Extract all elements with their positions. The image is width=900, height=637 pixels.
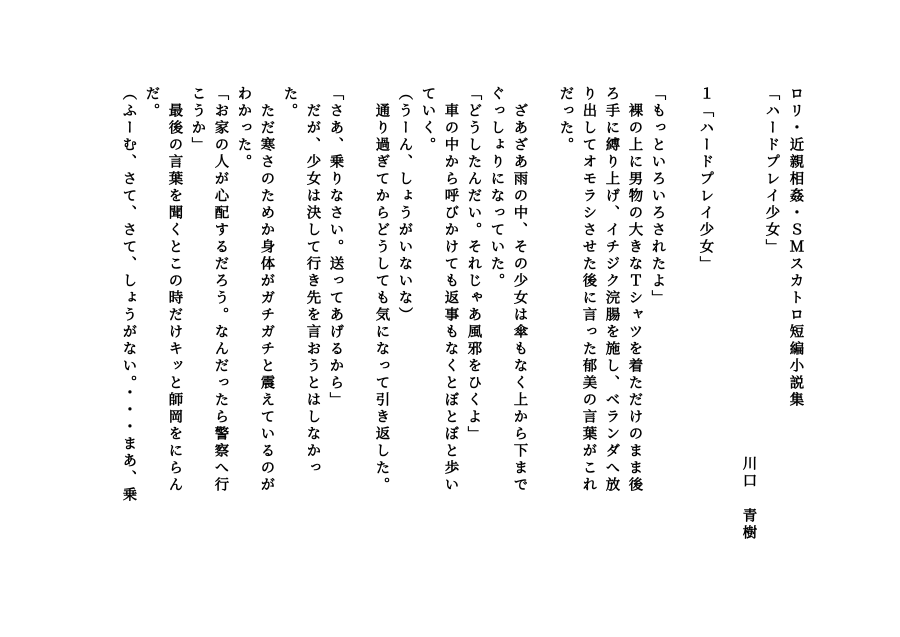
body-line: ただ寒さのためか身体がガチガチと震えているのが <box>258 86 276 494</box>
body-line: 通り過ぎてからどうしても気になって引き返した。 <box>373 86 391 494</box>
body-line: だった。 <box>557 86 575 154</box>
story-title: 「ハードプレイ少女」 <box>763 86 781 256</box>
body-line: 「お家の人が心配するだろう。なんだったら警察へ行 <box>212 86 230 494</box>
chapter-heading: １「ハードプレイ少女」 <box>697 86 715 273</box>
body-line: り出してオモラシさせた後に言った郁美の言葉がこれ <box>580 86 598 494</box>
author-given-name: 青樹 <box>740 508 758 542</box>
body-line: だが、少女は決して行き先を言おうとはしなかっ <box>304 86 322 477</box>
body-line: わかった。 <box>235 86 253 171</box>
body-line: （ふーむ、さて、さて、しょうがない。・・・まあ、乗 <box>120 86 138 504</box>
body-line: 「さあ、乗りなさい。送ってあげるから」 <box>327 86 345 409</box>
body-line: だ。 <box>143 86 161 120</box>
body-line: 「どうしたんだい。それじゃあ風邪をひくよ」 <box>465 86 483 443</box>
body-line: 「もっといろいろされたよ」 <box>649 86 667 307</box>
body-line: た。 <box>281 86 299 120</box>
body-line: 車の中から呼びかけても返事もなくとぼとぼと歩い <box>442 86 460 494</box>
body-line: ろ手に縛り上げ、イチジク浣腸を施し、ベランダへ放 <box>603 86 621 494</box>
body-line: ざあざあ雨の中、その少女は傘もなく上から下まで <box>511 86 529 494</box>
body-line: 裸の上に男物の大きなＴシャツを着ただけのまま後 <box>626 86 644 494</box>
body-line: 最後の言葉を聞くとこの時だけキッと師岡をにらん <box>166 86 184 494</box>
body-line: （うーん、しょうがいないな） <box>396 86 414 324</box>
author-family-name: 川口 <box>740 456 758 490</box>
body-line: ぐっしょりになっていた。 <box>488 86 506 290</box>
body-line: ていく。 <box>419 86 437 154</box>
book-title: ロリ・近親相姦・ＳＭスカトロ短編小説集 <box>787 86 805 409</box>
body-line: こうか」 <box>189 86 207 154</box>
